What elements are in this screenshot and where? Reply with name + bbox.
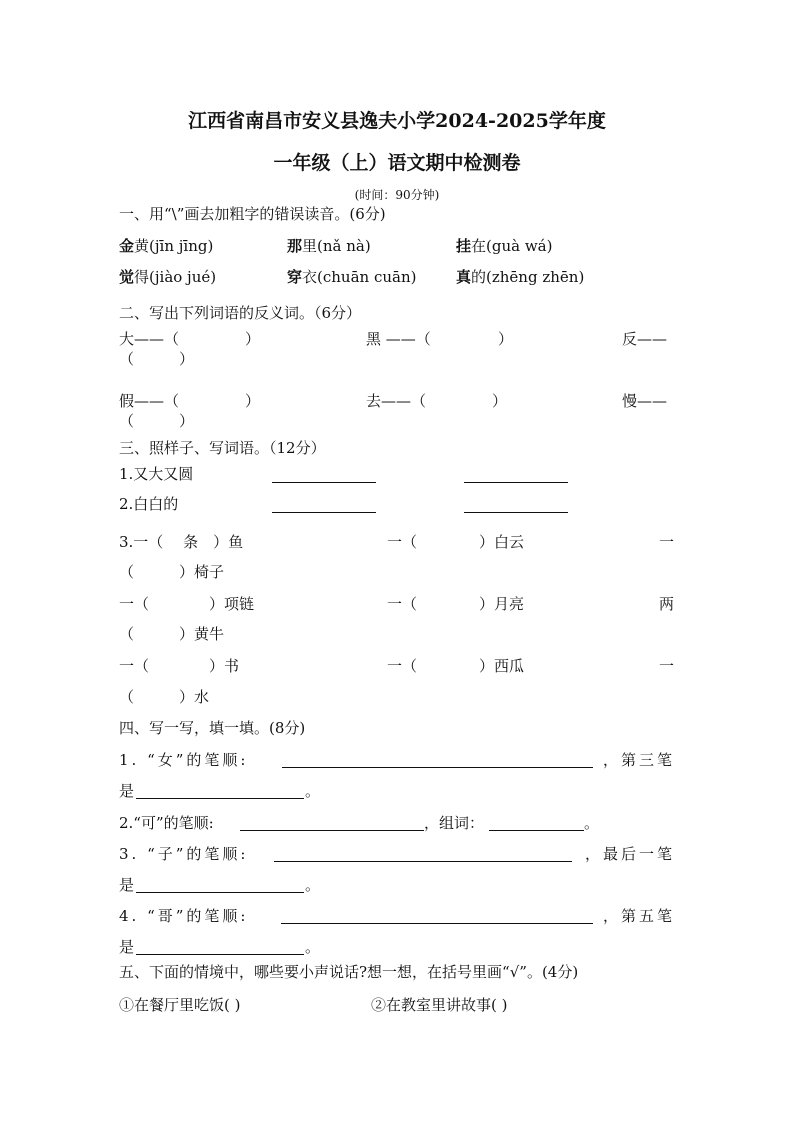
pinyin-item bbox=[456, 236, 552, 256]
section2-heading: 二、写出下列词语的反义词。（6分） bbox=[119, 304, 362, 322]
period: 。 bbox=[305, 782, 321, 800]
stroke-q1-tail: ，第三笔 bbox=[602, 751, 675, 769]
exam-title-line2: 一年级（上）语文期中检测卷 bbox=[273, 152, 521, 174]
period: 。 bbox=[305, 876, 321, 894]
antonym-b-close: ） bbox=[492, 392, 508, 410]
pinyin-item bbox=[119, 267, 216, 287]
section5-heading: 五、下面的情境中，哪些要小声说话?想一想，在括号里画“√”。(4分) bbox=[119, 963, 579, 981]
word-blank[interactable] bbox=[489, 830, 584, 831]
stroke-order-blank[interactable] bbox=[282, 767, 593, 768]
measure-word-close: ）西瓜 bbox=[479, 657, 525, 675]
measure-word-close: ）书 bbox=[209, 657, 240, 675]
measure-word-wrap: 两 bbox=[658, 595, 674, 613]
pinyin-rest: 衣(chuān cuān) bbox=[302, 268, 417, 286]
measure-word-close: ）白云 bbox=[479, 533, 525, 551]
bold-char: 真 bbox=[456, 268, 472, 286]
pinyin-rest: 的(zhēng zhēn) bbox=[471, 268, 585, 286]
stroke-q3-tail: ，最后一笔 bbox=[584, 845, 675, 863]
antonym-a-open: 大——（ bbox=[119, 330, 180, 348]
stroke-answer-blank[interactable] bbox=[136, 798, 304, 799]
stroke-q3-label: 3. “子”的笔顺: bbox=[119, 845, 249, 863]
pinyin-item bbox=[287, 267, 416, 287]
exam-time: (时间：90分钟) bbox=[354, 188, 440, 202]
antonym-c-blank: （ ） bbox=[119, 412, 195, 430]
stroke-q4-next: 是 bbox=[119, 938, 135, 956]
stroke-answer-blank[interactable] bbox=[136, 892, 304, 893]
answer-blank[interactable] bbox=[464, 482, 568, 483]
measure-word-next: （ ）水 bbox=[119, 688, 210, 706]
exam-title-line1: 江西省南昌市安义县逸夫小学2024-2025学年度 bbox=[188, 110, 606, 132]
antonym-c: 反—— bbox=[622, 330, 668, 348]
measure-word-open: 一（ bbox=[119, 657, 150, 675]
antonym-b-open: 黑 ——（ bbox=[366, 330, 431, 348]
example-1: 1.又大又圆 bbox=[119, 465, 194, 483]
pinyin-rest: 得(jiào jué) bbox=[134, 268, 217, 286]
period: 。 bbox=[584, 814, 600, 832]
period: 。 bbox=[305, 938, 321, 956]
measure-word-close: ）月亮 bbox=[479, 595, 525, 613]
measure-word-next: （ ）椅子 bbox=[119, 563, 225, 581]
stroke-q1-label: 1. “女”的笔顺: bbox=[119, 751, 249, 769]
measure-word-wrap: 一 bbox=[658, 533, 674, 551]
stroke-q3-next: 是 bbox=[119, 876, 135, 894]
antonym-c-blank: （ ） bbox=[119, 350, 195, 368]
antonym-a-open: 假——（ bbox=[119, 392, 180, 410]
example-2: 2.白白的 bbox=[119, 495, 179, 513]
stroke-order-blank[interactable] bbox=[274, 861, 572, 862]
pinyin-item bbox=[119, 236, 213, 256]
measure-word-open: 一（ bbox=[387, 595, 418, 613]
bold-char: 金 bbox=[119, 237, 135, 255]
measure-word-open: 一（ bbox=[119, 595, 150, 613]
section1-heading: 一、用“\”画去加粗字的错误读音。(6分) bbox=[119, 205, 386, 223]
bold-char: 穿 bbox=[287, 268, 303, 286]
bold-char: 觉 bbox=[119, 268, 135, 286]
antonym-a-close: ） bbox=[245, 392, 261, 410]
antonym-c: 慢—— bbox=[622, 392, 668, 410]
measure-word-wrap: 一 bbox=[658, 657, 674, 675]
measure-word-open: 一（ bbox=[387, 533, 418, 551]
pinyin-item bbox=[456, 267, 584, 287]
scenario-option-2[interactable]: ②在教室里讲故事( ) bbox=[371, 996, 508, 1014]
answer-blank[interactable] bbox=[272, 512, 376, 513]
scenario-option-1[interactable]: ①在餐厅里吃饭( ) bbox=[119, 996, 241, 1014]
bold-char: 那 bbox=[287, 237, 303, 255]
stroke-q2-label: 2.“可”的笔顺: bbox=[119, 814, 214, 832]
pinyin-item bbox=[287, 236, 371, 256]
answer-blank[interactable] bbox=[464, 512, 568, 513]
antonym-b-close: ） bbox=[498, 330, 514, 348]
bold-char: 挂 bbox=[456, 237, 472, 255]
measure-word-open: 一（ bbox=[387, 657, 418, 675]
antonym-b-open: 去——（ bbox=[366, 392, 427, 410]
stroke-q1-next: 是 bbox=[119, 782, 135, 800]
section3-heading: 三、照样子、写词语。（12分） bbox=[119, 439, 326, 457]
stroke-q4-label: 4. “哥”的笔顺: bbox=[119, 907, 249, 925]
stroke-q4-tail: ，第五笔 bbox=[602, 907, 675, 925]
stroke-answer-blank[interactable] bbox=[136, 954, 304, 955]
stroke-q2-mid: ，组词： bbox=[424, 814, 485, 832]
pinyin-rest: 里(nǎ nà) bbox=[302, 237, 371, 255]
stroke-order-blank[interactable] bbox=[240, 830, 424, 831]
pinyin-rest: 黄(jīn jīng) bbox=[134, 237, 214, 255]
measure-word-close: ）项链 bbox=[209, 595, 255, 613]
antonym-a-close: ） bbox=[245, 330, 261, 348]
measure-word-item: 3.一（ 条 ）鱼 bbox=[119, 533, 244, 551]
measure-word-next: （ ）黄牛 bbox=[119, 625, 225, 643]
answer-blank[interactable] bbox=[272, 482, 376, 483]
section4-heading: 四、写一写，填一填。(8分) bbox=[119, 719, 306, 737]
pinyin-rest: 在(guà wá) bbox=[471, 237, 553, 255]
stroke-order-blank[interactable] bbox=[281, 923, 593, 924]
